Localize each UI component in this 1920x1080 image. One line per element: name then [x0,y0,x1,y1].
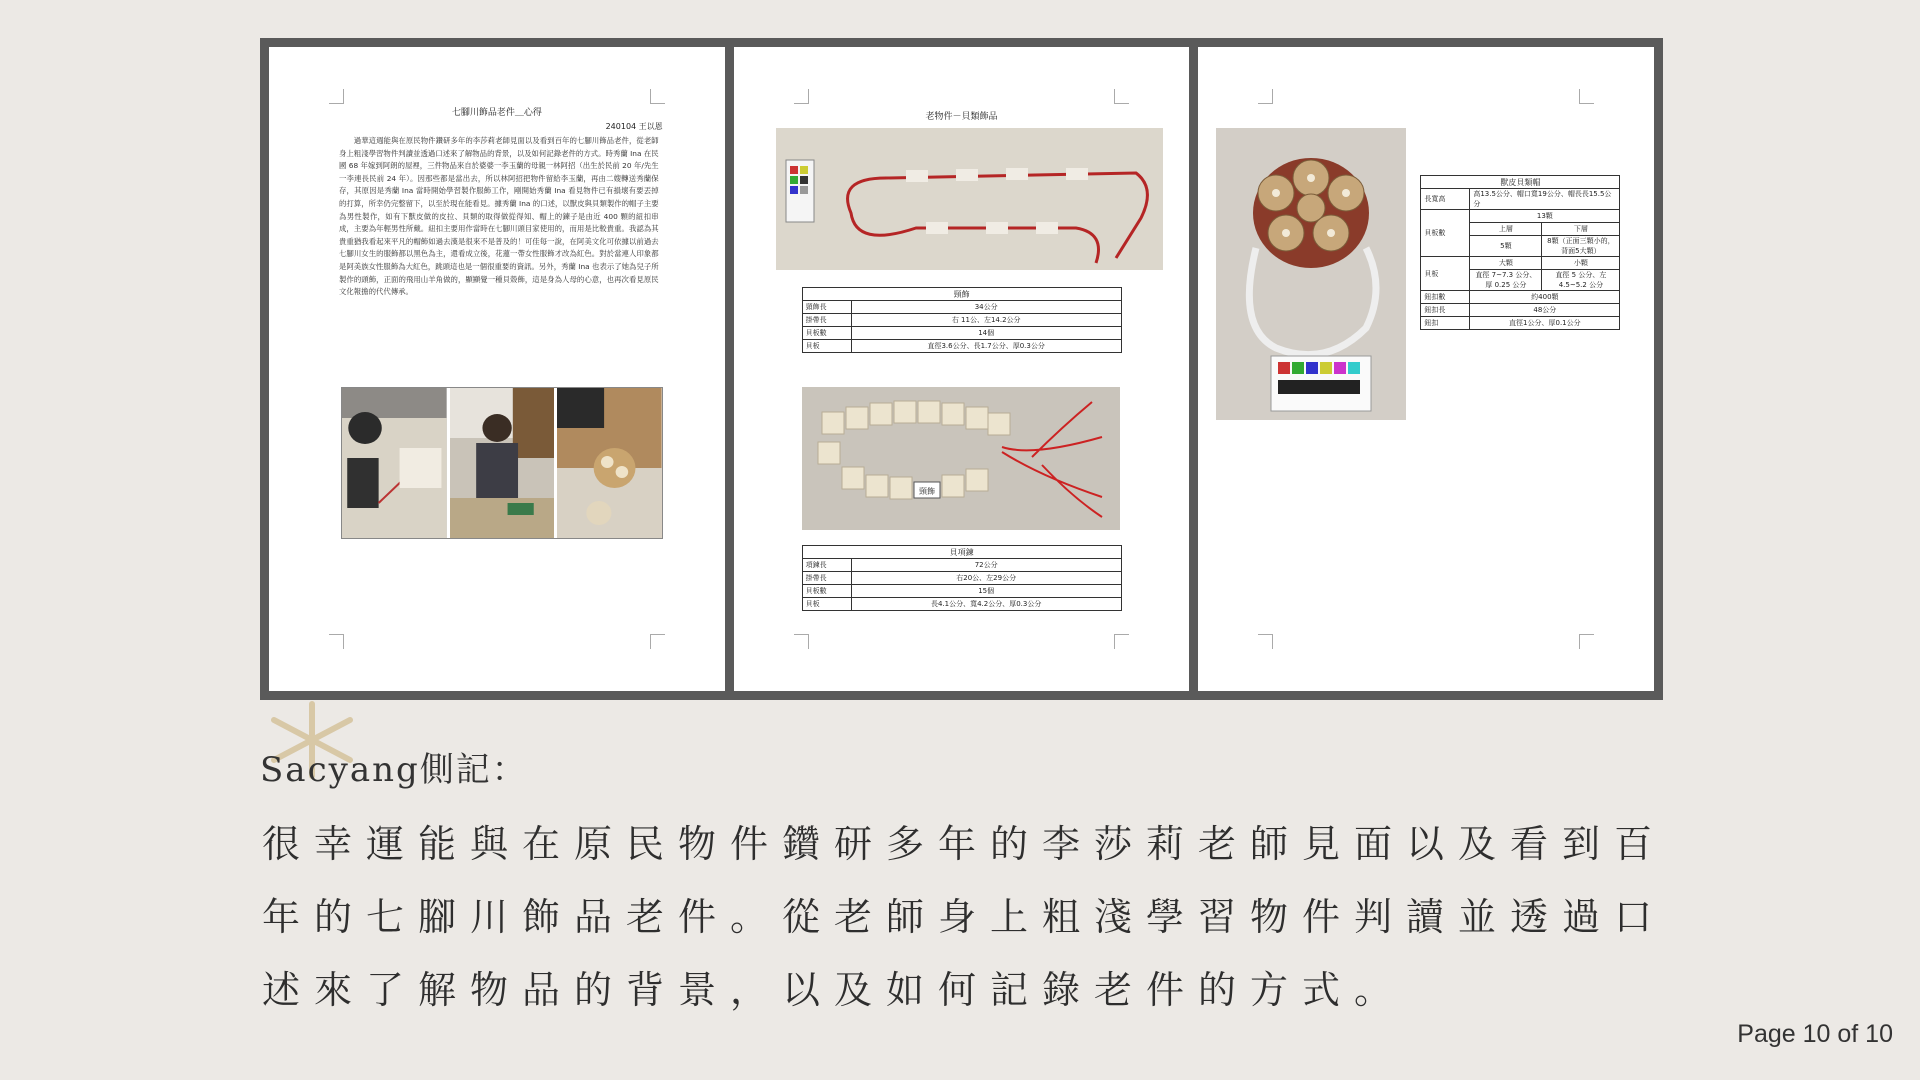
workshop-photo-2 [450,388,555,538]
table-row: 鈕扣長 48公分 [1421,304,1620,317]
table-row: 頸飾長 34公分 [802,301,1121,314]
table-row: 貝板數 13顆 [1421,210,1620,223]
document-page-2 [734,47,1190,691]
page-indicator: Page 10 of 10 [1737,1020,1893,1048]
table-caption: 獸皮貝類帽 [1421,176,1620,189]
necklace-photo-1 [776,128,1163,270]
document-page-1 [269,47,725,691]
table-row: 鈕扣 直徑1公分、厚0.1公分 [1421,317,1620,330]
table-row: 項鍊長 72公分 [802,559,1121,572]
table-row: 5顆 8顆（正面三顆小的，背面5大顆） [1421,236,1620,257]
table-row: 貝板 大顆 小顆 [1421,257,1620,270]
table-caption: 頸飾 [802,288,1121,301]
table-row: 鈕扣數 約400顆 [1421,291,1620,304]
document-preview [260,38,1663,700]
necklace-spec-table-1 [802,287,1122,353]
page2-title: 老物件－貝類飾品 [925,112,998,122]
table-row: 貝板 長4.1公分、寬4.2公分、厚0.3公分 [802,598,1121,611]
document-page-3 [1198,47,1654,691]
side-note-body: 很幸運能與在原民物件鑽研多年的李莎莉老師見面以及看到百年的七腳川飾品老件。從老師身上粗淺學習物件判讀並透過口述來了解物品的背景，以及如何記錄老件的方式。 [262,822,1667,1012]
page1-body-text: 過華這週能與在原民物件鑽研多年的李莎莉老師見面以及看到百年的七腳川飾品老件，從老師身上粗淺學習物件判讀並透過口述來了解物品的背景，以及如何記錄老件的方式。時秀蘭 Ina 在民國 68 年嫁到阿朗的屋裡，三件物品來自於婆婆一李玉蘭的母親一林阿招（出生於民前 20 年/先生一李連長民前 24 年）。因那些都是當出去，所以林阿招把物件留給李玉蘭，再由二嫂轉送秀蘭保存，其原因是秀蘭 Ina 當時開始學習製作服飾工作，剛開始秀蘭 Ina 看見物件已有損壞有要丟掉的打算，所幸仍完整留下，以至於現在能看見。據秀蘭 Ina 的口述，以獸皮與貝類製作的帽子主要為男性製作，如有下獸皮做的皮拉、貝類的取得做從得知、帽上的鍊子是由近 400 顆的紐扣串成，主要為年輕男性所戴。紐扣主要用作當時在七腳川頭目家使用的，而用是比較貴重。我認為其貴重猶我看起來平凡的帽飾如過去漢是很來不是普及的！可佳每一說，在阿美文化可依據以前過去七腳川女生的服飾都以黑色為主，還看成立後，花蓮一帶女性服飾才改為紅色。對於當連人印象都是阿美族女性服飾為大紅色，跳頭這也是一個很重要的資訊。另外，秀蘭 Ina 也表示了她為兒子所製作的頭飾，正面的飛用山羊角做的，顯顯覺一種貝殼飾，這是身為人母的心意，也再次看見原民文化報擔的代代傳承。 [339,136,659,297]
table-caption: 貝項鍊 [802,546,1121,559]
table-row: 貝板 直徑3.6公分、長1.7公分、厚0.3公分 [802,340,1121,353]
table-row: 貝板數 15個 [802,585,1121,598]
table-row: 掛帶長 右20公、左29公分 [802,572,1121,585]
table-row: 上層 下層 [1421,223,1620,236]
table-row: 長寬高 高13.5公分、帽口寬19公分、帽長長15.5公分 [1421,189,1620,210]
table-row: 掛帶長 右 11公、左14.2公分 [802,314,1121,327]
necklace-photo-2 [802,387,1120,530]
table-row: 貝板數 14個 [802,327,1121,340]
page1-author-id: 240104 王以恩 [605,122,663,131]
hat-photo [1216,128,1406,420]
item-tag-label: 頸飾 [918,487,935,496]
workshop-photo-3 [557,388,662,538]
workshop-photo-1 [342,388,447,538]
table-row: 直徑 7~7.3 公分、厚 0.25 公分 直徑 5 公分、左 4.5~5.2 公分 [1421,270,1620,291]
photo-collage [341,387,663,539]
side-note-label: Sacyang側記： [260,750,528,790]
page1-title: 七腳川飾品老件＿心得 [451,108,542,118]
necklace-spec-table-2 [802,545,1122,611]
hat-spec-table [1420,175,1620,330]
